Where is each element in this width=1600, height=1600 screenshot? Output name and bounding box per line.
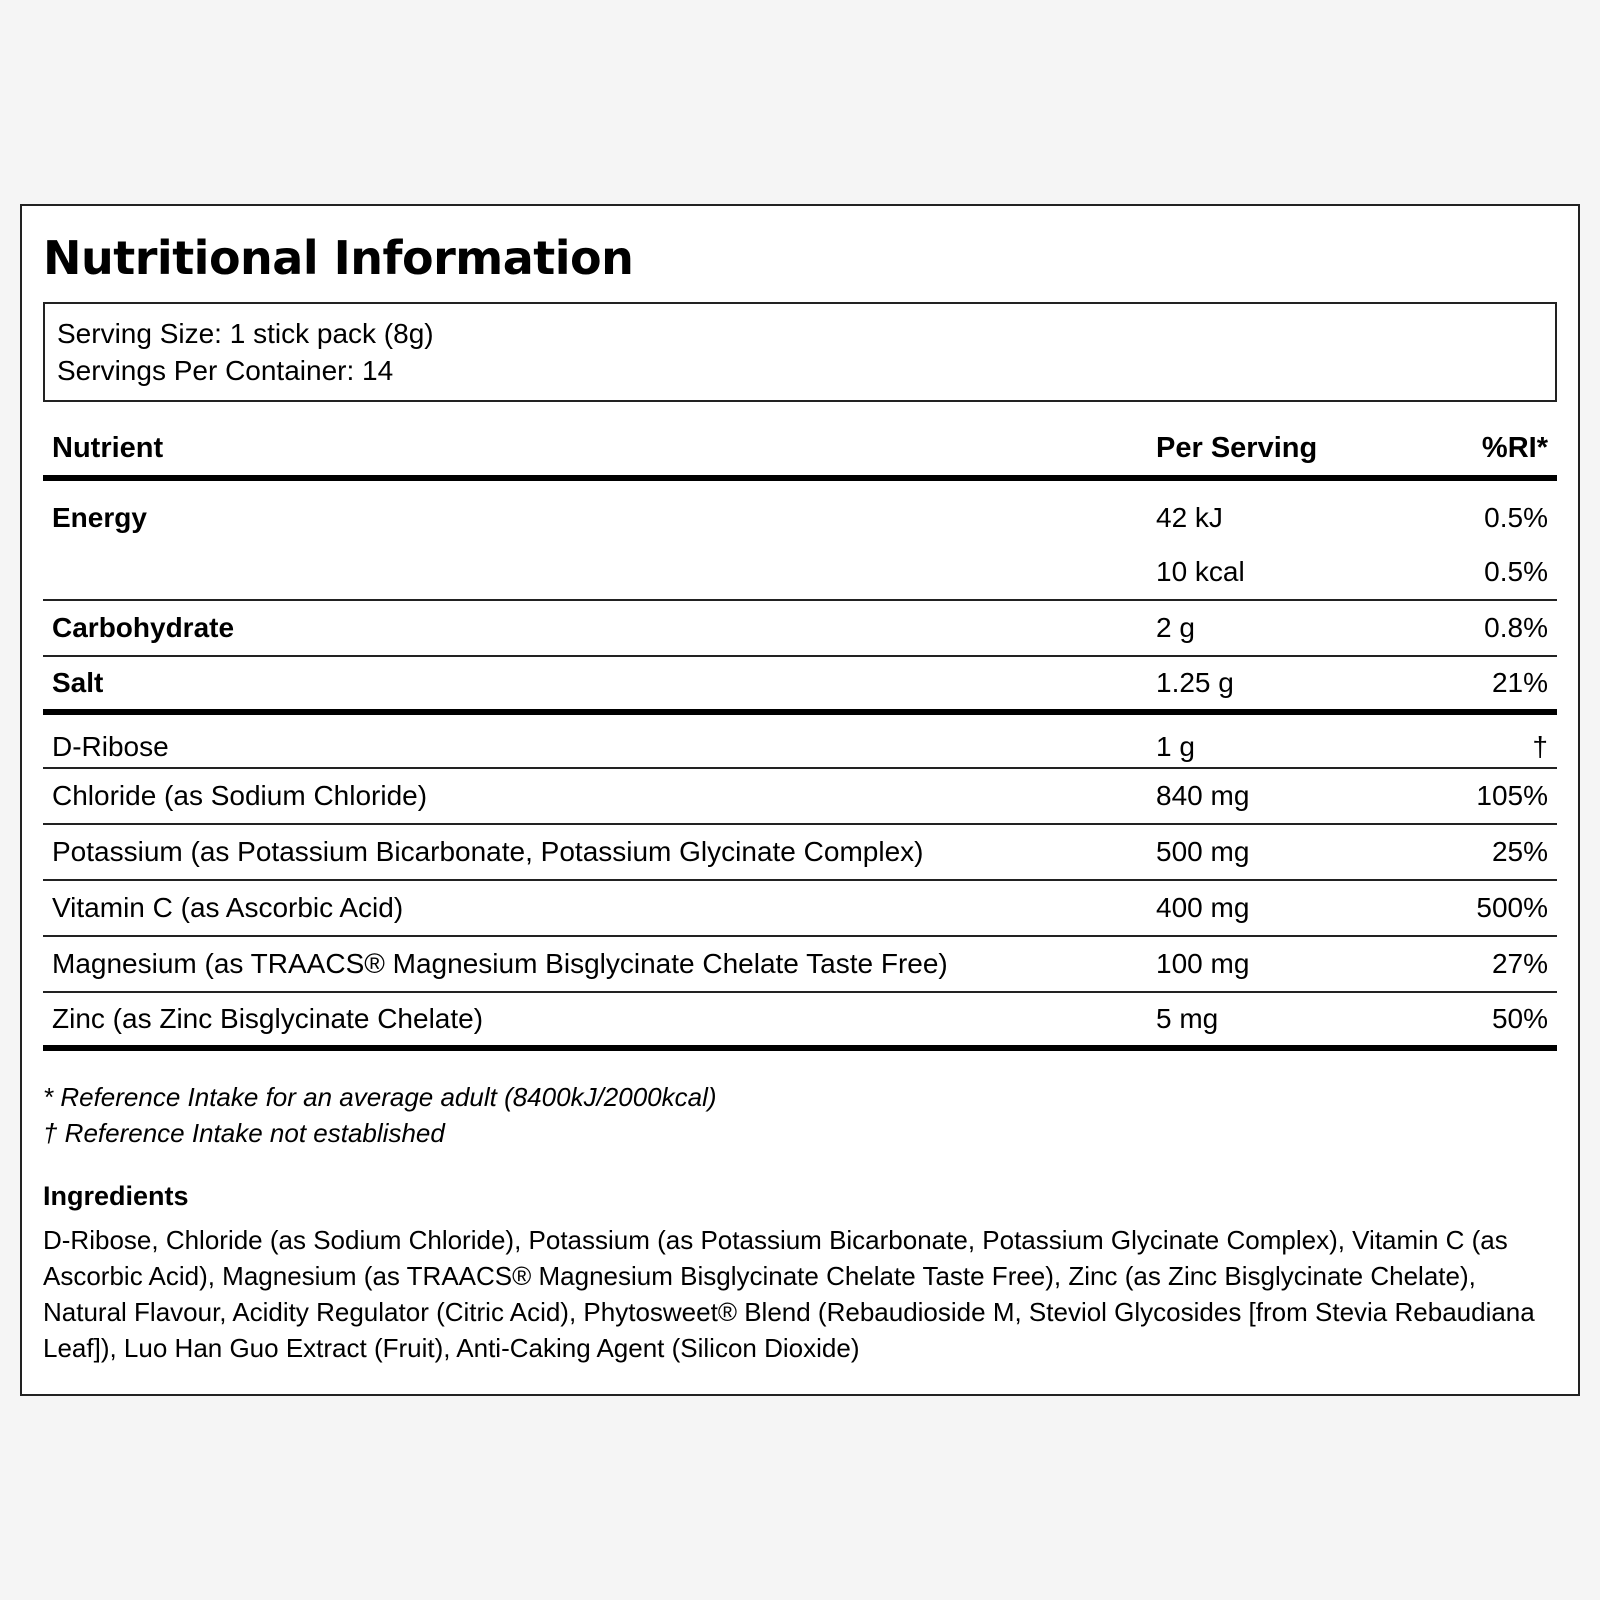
table-row-energy-kcal	[43, 544, 1557, 600]
table-row-carbohydrate	[43, 600, 1557, 656]
nutrient-ri: 500%	[1476, 892, 1548, 923]
nutrient-ri: 27%	[1491, 948, 1548, 979]
table-row	[43, 824, 1557, 880]
header-nutrient: Nutrient	[52, 432, 164, 464]
serving-size: Serving Size: 1 stick pack (8g)	[57, 318, 434, 349]
nutrient-amount: 5 mg	[1156, 1003, 1219, 1034]
table-row	[43, 768, 1557, 824]
nutrient-amount: 100 mg	[1156, 948, 1250, 979]
table-row-energy-kj	[43, 478, 1557, 544]
table-row	[43, 936, 1557, 992]
nutrient-name: Carbohydrate	[52, 612, 235, 643]
ingredients-text: D-Ribose, Chloride (as Sodium Chloride), Potassium (as Potassium Bicarbonate, Potassium Glycinate Complex), Vitamin C (as Ascorbic Acid), Magnesium (as TRAACS® Magnesium Bisglycinate Chelate Taste Free), Zinc (as Zinc Bisglycinate Chelate), Natural Flavour, Acidity Regulator (Citric Acid), Phytosweet® Blend (Rebaudioside M, Steviol Glycosides [from Stevia Rebaudiana Leaf]), Luo Han Guo Extract (Fruit), Anti-Caking Agent (Silicon Dioxide)	[43, 1225, 1535, 1363]
footnotes	[43, 1079, 1557, 1151]
nutrient-ri: 105%	[1476, 780, 1548, 811]
nutrient-name: Chloride (as Sodium Chloride)	[52, 780, 428, 811]
nutrient-ri: †	[1532, 731, 1548, 762]
table-header-row	[43, 424, 1557, 478]
table-row-salt	[43, 656, 1557, 712]
nutrient-name: Magnesium (as TRAACS® Magnesium Bisglycinate Chelate Taste Free)	[52, 948, 948, 979]
ri-footnote: * Reference Intake for an average adult (8400kJ/2000kcal)	[43, 1082, 717, 1112]
ingredients-heading: Ingredients	[43, 1181, 189, 1211]
nutrient-amount: 400 mg	[1156, 892, 1250, 923]
table-row	[43, 992, 1557, 1048]
nutrient-amount: 840 mg	[1156, 780, 1250, 811]
table-row	[43, 712, 1557, 768]
nutrient-name-empty	[43, 544, 1147, 600]
nutrient-name: Zinc (as Zinc Bisglycinate Chelate)	[52, 1003, 484, 1034]
nutrition-table	[43, 424, 1557, 1051]
nutrient-amount: 1 g	[1156, 731, 1195, 762]
nutrient-amount: 1.25 g	[1156, 667, 1234, 698]
serving-info-box	[43, 302, 1557, 402]
nutrient-name: Salt	[52, 667, 104, 698]
nutrient-ri: 21%	[1491, 667, 1548, 698]
nutrient-amount: 42 kJ	[1156, 501, 1223, 533]
nutrient-ri: 25%	[1491, 836, 1548, 867]
table-row	[43, 880, 1557, 936]
header-per-serving: Per Serving	[1156, 432, 1318, 464]
nutrient-amount: 500 mg	[1156, 836, 1250, 867]
servings-per-container: Servings Per Container: 14	[57, 355, 394, 386]
nutrient-ri: 0.8%	[1484, 612, 1548, 643]
nutrient-amount: 10 kcal	[1156, 555, 1245, 587]
nutrient-name: Energy	[52, 501, 147, 533]
panel-title: Nutritional Information	[43, 231, 634, 285]
nutrient-name: Potassium (as Potassium Bicarbonate, Potassium Glycinate Complex)	[52, 836, 924, 867]
dagger-footnote: † Reference Intake not established	[43, 1118, 445, 1148]
header-ri: %RI*	[1481, 432, 1548, 464]
nutrient-name: D-Ribose	[52, 731, 169, 762]
nutrient-ri: 0.5%	[1484, 501, 1548, 533]
nutrient-name: Vitamin C (as Ascorbic Acid)	[52, 892, 404, 923]
nutrient-ri: 50%	[1491, 1003, 1548, 1034]
nutrition-panel	[20, 204, 1580, 1396]
nutrient-amount: 2 g	[1156, 612, 1195, 643]
nutrient-ri: 0.5%	[1484, 555, 1548, 587]
